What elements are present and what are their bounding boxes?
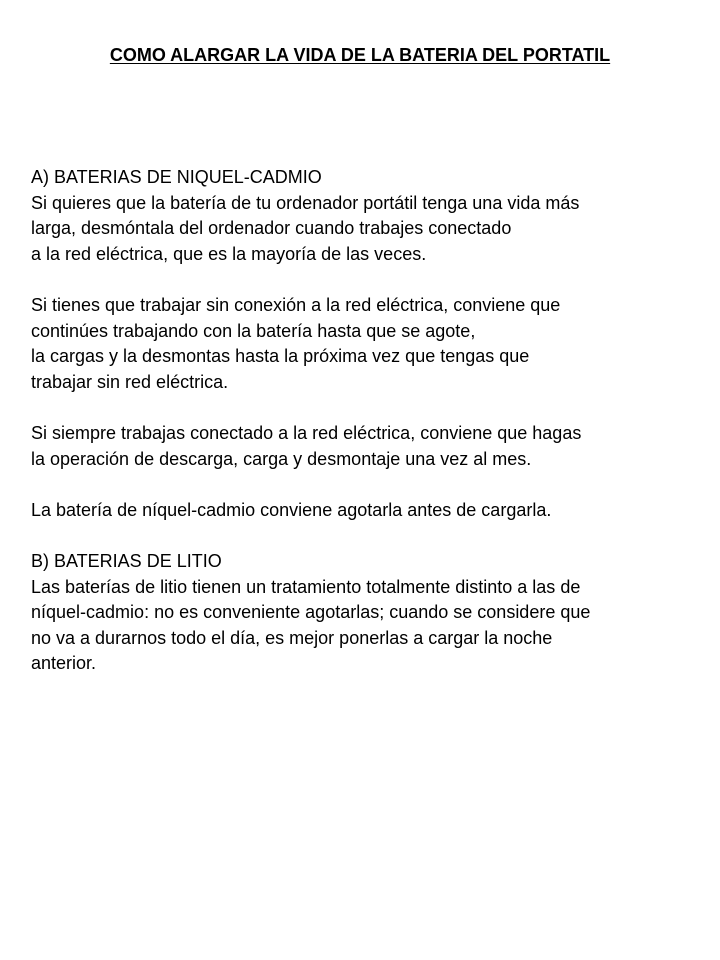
- paragraph-line: la cargas y la desmontas hasta la próxima vez que tengas que: [31, 346, 530, 367]
- document-body: [31, 165, 711, 677]
- section-a-heading: A) BATERIAS DE NIQUEL-CADMIO: [31, 167, 322, 187]
- paragraph-line: Las baterías de litio tienen un tratamiento totalmente distinto a las de: [31, 576, 581, 597]
- section-b-heading: B) BATERIAS DE LITIO: [31, 550, 222, 571]
- paragraph-line: Si siempre trabajas conectado a la red eléctrica, conviene que hagas: [31, 422, 582, 443]
- section-a-paragraph-2: [31, 293, 711, 395]
- section-a-paragraph-4: [31, 498, 711, 524]
- paragraph-line: continúes trabajando con la batería hasta que se agote,: [31, 320, 476, 341]
- paragraph-spacer: [31, 472, 711, 498]
- paragraph-line: La batería de níquel-cadmio conviene agotarla antes de cargarla.: [31, 499, 552, 520]
- section-spacer: [31, 523, 711, 549]
- paragraph-line: trabajar sin red eléctrica.: [31, 371, 229, 392]
- paragraph-line: Si tienes que trabajar sin conexión a la red eléctrica, conviene que: [31, 294, 561, 315]
- section-a: [31, 165, 711, 523]
- section-a-paragraph-3: [31, 421, 711, 472]
- document-title: COMO ALARGAR LA VIDA DE LA BATERIA DEL PORTATIL: [109, 45, 611, 65]
- section-b-paragraph-1: [31, 575, 711, 677]
- paragraph-line: no va a durarnos todo el día, es mejor ponerlas a cargar la noche: [31, 627, 553, 648]
- paragraph-line: níquel-cadmio: no es conveniente agotarlas; cuando se considere que: [31, 602, 591, 623]
- paragraph-spacer: [31, 267, 711, 293]
- section-b: [31, 549, 711, 677]
- paragraph-line: a la red eléctrica, que es la mayoría de las veces.: [31, 243, 427, 264]
- paragraph-spacer: [31, 395, 711, 421]
- paragraph-line: Si quieres que la batería de tu ordenador portátil tenga una vida más: [31, 192, 580, 213]
- paragraph-line: anterior.: [31, 653, 97, 674]
- section-a-paragraph-1: [31, 191, 711, 268]
- paragraph-line: la operación de descarga, carga y desmontaje una vez al mes.: [31, 448, 532, 469]
- paragraph-line: larga, desmóntala del ordenador cuando trabajes conectado: [31, 218, 512, 239]
